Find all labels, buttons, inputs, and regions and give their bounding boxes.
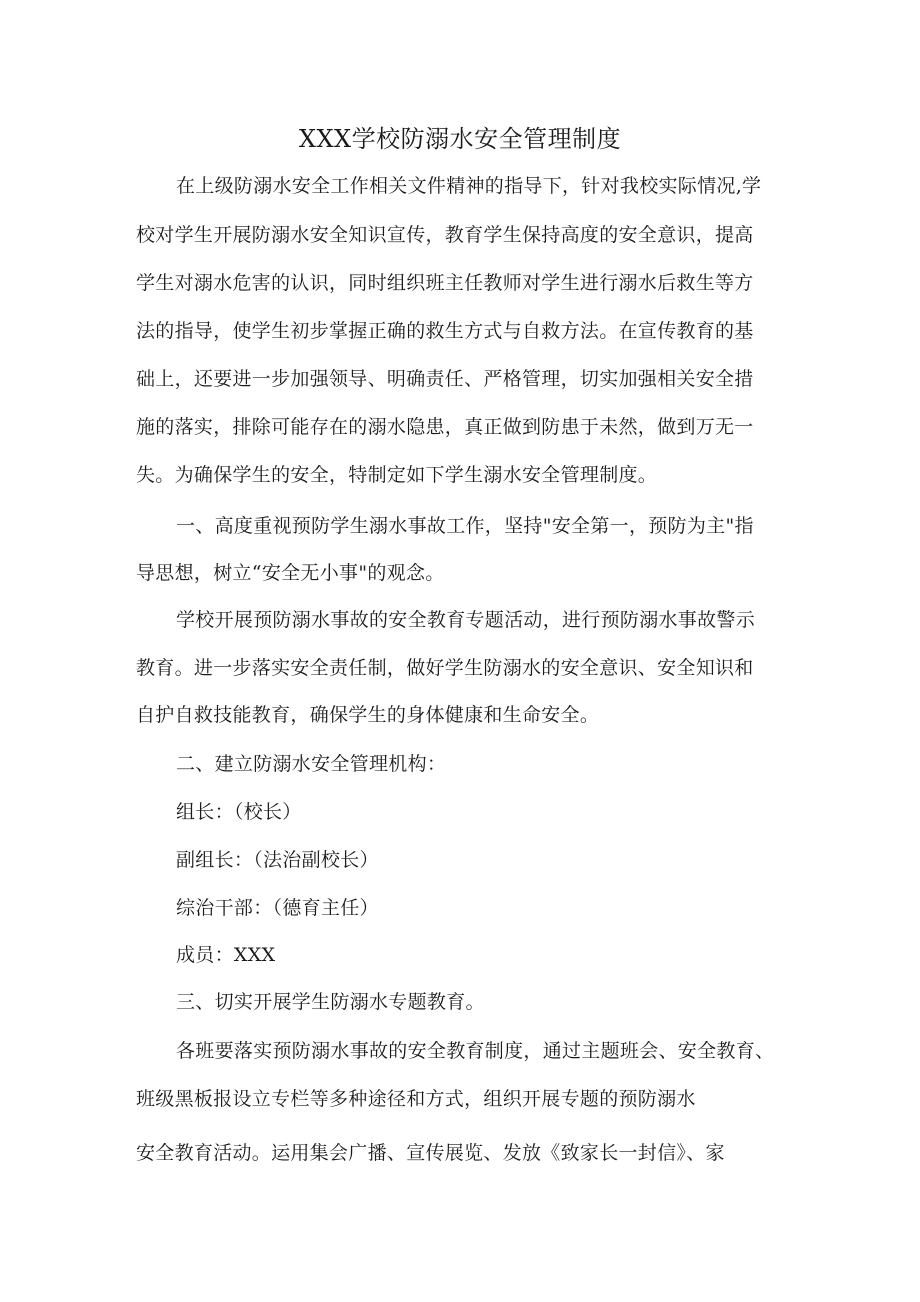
body-line: 在上级防溺水安全工作相关文件精神的指导下，针对我校实际情况,学 xyxy=(176,175,762,197)
body-line: 各班要落实预防溺水事故的安全教育制度，通过主题班会、安全教育、 xyxy=(176,1040,775,1062)
document-title: XXX学校防溺水安全管理制度 xyxy=(298,125,622,153)
body-line: 法的指导，使学生初步掌握正确的救生方式与自救方法。在宣传教育的基 xyxy=(136,320,754,342)
section-heading: 二、建立防溺水安全管理机构： xyxy=(176,753,447,775)
body-line: 一、高度重视预防学生溺水事故工作，坚持"安全第一，预防为主"指 xyxy=(176,515,754,537)
section-heading: 三、切实开展学生防溺水专题教育。 xyxy=(176,991,485,1013)
body-line: 导思想，树立“安全无小事"的观念。 xyxy=(136,562,445,584)
body-line: 施的落实，排除可能存在的溺水隐患，真正做到防患于未然，做到万无一 xyxy=(136,416,754,438)
body-line: 副组长：（法治副校长） xyxy=(176,849,379,871)
body-line: 校对学生开展防溺水安全知识宣传，教育学生保持高度的安全意识，提高 xyxy=(136,224,754,246)
body-line: 成员：XXX xyxy=(176,944,276,966)
body-line: 组长：（校长） xyxy=(176,801,302,823)
body-line: 安全教育活动。运用集会广播、宣传展览、发放《致家长一封信》、家 xyxy=(136,1142,725,1164)
body-line: 础上，还要进一步加强领导、明确责任、严格管理，切实加强相关安全措 xyxy=(136,368,754,390)
body-line: 学生对溺水危害的认识，同时组织班主任教师对学生进行溺水后救生等方 xyxy=(136,272,754,294)
body-line: 教育。进一步落实安全责任制，做好学生防溺水的安全意识、安全知识和 xyxy=(136,657,754,679)
body-line: 失。为确保学生的安全，特制定如下学生溺水安全管理制度。 xyxy=(136,464,658,486)
body-line: 班级黑板报设立专栏等多种途径和方式，组织开展专题的预防溺水 xyxy=(136,1088,696,1110)
body-line: 综治干部：（德育主任） xyxy=(176,897,379,919)
body-line: 学校开展预防溺水事故的安全教育专题活动，进行预防溺水事故警示 xyxy=(176,609,756,631)
body-line: 自护自救技能教育，确保学生的身体健康和生命安全。 xyxy=(136,704,600,726)
